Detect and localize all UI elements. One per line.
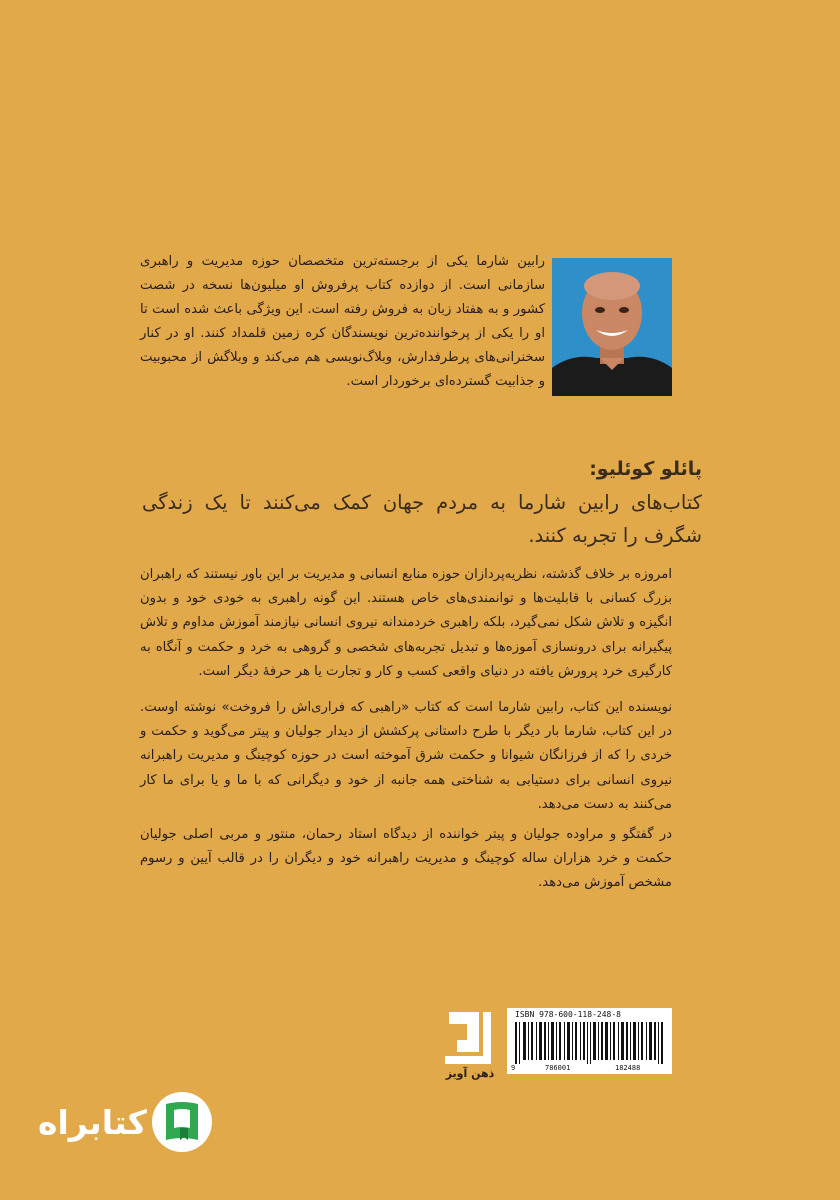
book-description (140, 563, 672, 896)
barcode-group-2: 182488 (615, 1064, 641, 1072)
isbn-barcode (507, 1008, 672, 1074)
author-bio: رابین شارما یکی از برجسته‌ترین متخصصان حوزه مدیریت و راهبری سازمانی است. از دوازده کتاب پرفروش او میلیون‌ها نسخه در شصت کشور و به هفتاد زبان به فروش رفته است. این ویژگی باعث شده است تا او را یکی از پرخواننده‌ترین نویسندگان کره زمین قلمداد کنند. او در کنار سخنرانی‌های پرطرفدارش، وبلاگ‌نویسی هم می‌کند و وبلاگش از محبوبیت و جذابیت گسترده‌ای برخوردار است. (140, 254, 545, 389)
ketabrah-watermark: کتابراه (38, 1103, 147, 1142)
barcode-lead-digit: 9 (511, 1064, 516, 1072)
ketabrah-book-icon (150, 1090, 214, 1154)
quote-author: پائلو کوئلیو: (589, 458, 702, 480)
publisher-logo-icon (443, 1008, 495, 1068)
description-paragraph: در گفتگو و مراوده جولیان و پیتر خواننده از دیدگاه استاد رحمان، منتور و مربی اصلی جولیان حکمت و خرد هزاران ساله کوچینگ و مدیریت راهبرانه خود و دیگران را در قالب آیین و رسوم مشخص آموزش می‌دهد. (140, 827, 672, 891)
author-photo (552, 258, 672, 396)
description-paragraph: امروزه بر خلاف گذشته، نظریه‌پردازان حوزه منابع انسانی و مدیریت بر این باور نیستند که راهبران بزرگ کسانی با قابلیت‌ها و توانمندی‌های خاص هستند. این گونه راهبری به خودی خود و بدون انگیزه و تلاش شکل نمی‌گیرد، بلکه راهبری خردمندانه نیروی انسانی نیازمند آموزش مداوم و تلاش پیگیرانه برای درونسازی آموزه‌ها و تبدیل تجربه‌های شخصی و گروهی به خرد و حکمت و آنگاه به کارگیری خرد پرورش یافته در دنیای واقعی کسب و کار و تجارت یا هر حرفهٔ دیگر است. (140, 567, 672, 679)
quote-text: کتاب‌های رابین شارما به مردم جهان کمک می‌کنند تا یک زندگی شگرف را تجربه کنند. (142, 491, 702, 547)
description-paragraph: نویسنده این کتاب، رابین شارما است که کتاب «راهبی که فراری‌اش را فروخت» نوشته اوست. در این کتاب، شارما بار دیگر با طرح داستانی پرکشش از دیدار جولیان و پیتر می‌گوید و حکمت و خردی را که از فرزانگان شیوانا و حکمت شرق آموخته است در حوزه کوچینگ و مدیریت راهبرانه نیروی انسانی برای دستیابی به شناختی همه جانبه از خود و دیگرانی که با ما و یا برای ما کار می‌کنند به دست می‌دهد. (140, 700, 672, 812)
barcode-bars (515, 1022, 665, 1064)
isbn-number: ISBN 978-600-118-248-8 (515, 1010, 621, 1019)
barcode-group-1: 786001 (545, 1064, 571, 1072)
publisher-name: ذهن آویز (445, 1067, 495, 1080)
barcode-digits (511, 1064, 669, 1072)
